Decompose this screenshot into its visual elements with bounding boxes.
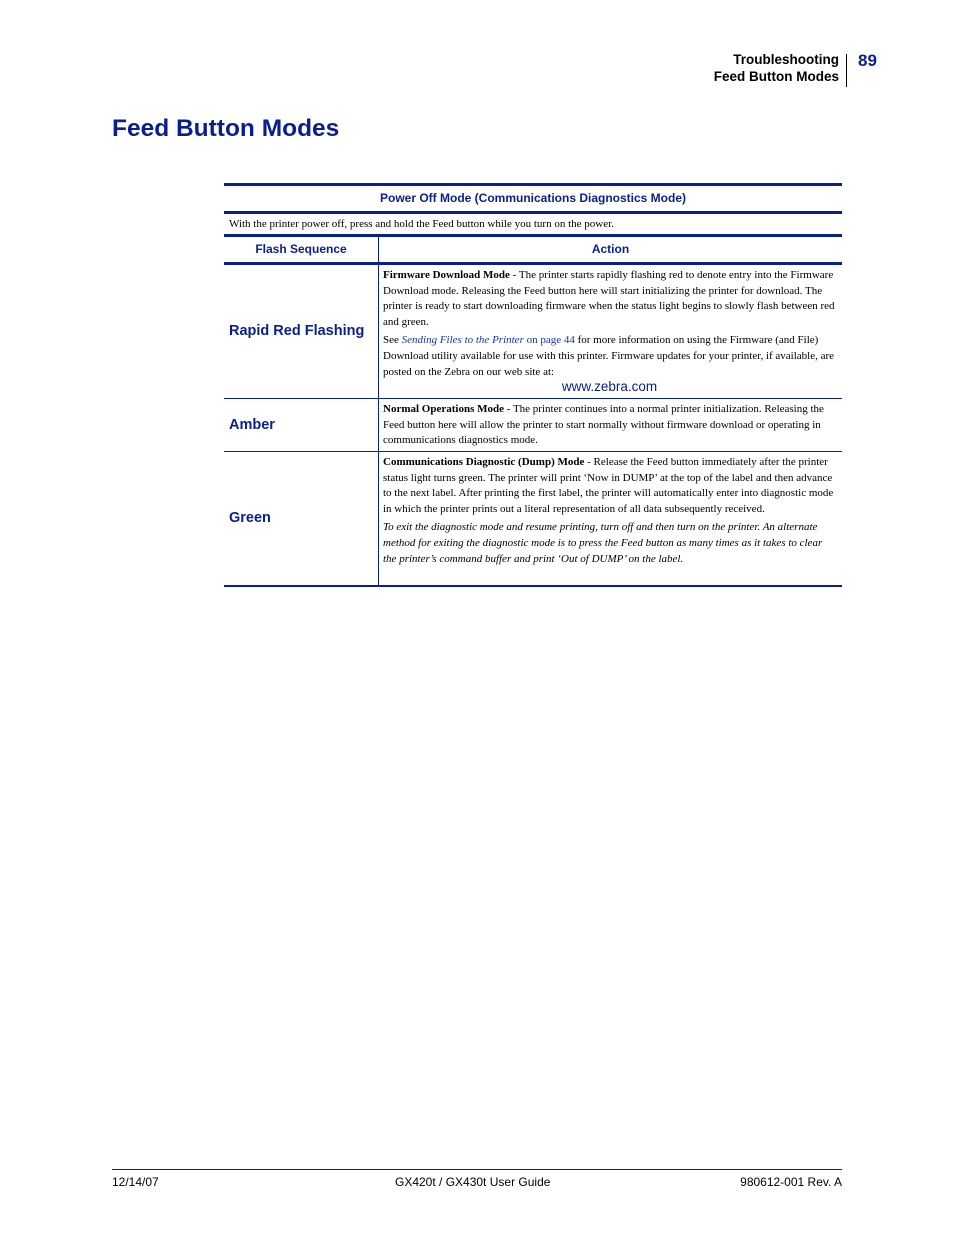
column-header-action: Action: [591, 242, 630, 256]
header-section: Troubleshooting: [733, 52, 839, 67]
mode-description: - Release the Feed button immediately after the printer status light turns green. The printer will print ‘Now in DUMP’ at the top of the label and then advance to the next label. After printing the first label, the printer will automatically enter into diagnostic mode in which the printer prints out a literal representation of all data subsequently received.: [383, 456, 834, 515]
mode-note: To exit the diagnostic mode and resume printing, turn off and then turn on the printer. An alternate method for exiting the diagnostic mode is to press the Feed button as many times as it takes to clear the printer’s command buffer and print ‘Out of DUMP’ on the label.: [383, 521, 823, 565]
flash-sequence-cell: Amber: [229, 416, 275, 433]
running-header: [539, 52, 839, 85]
cross-reference-link[interactable]: Sending Files to the Printer: [401, 334, 524, 347]
table-row: [224, 399, 842, 451]
flash-sequence-cell: Rapid Red Flashing: [229, 323, 365, 339]
table-column-headers: [224, 237, 842, 262]
table-row: [224, 452, 842, 585]
cross-reference-page-link[interactable]: on page 44: [523, 334, 575, 347]
mode-description: - The printer continues into a normal printer initialization. Releasing the Feed button here will allow the printer to start normally without firmware download or operating in communications diagnostics mode.: [383, 403, 824, 447]
action-cell: [379, 452, 842, 585]
mode-label: Normal Operations Mode: [383, 403, 504, 415]
table-row: [224, 265, 842, 398]
footer-guide-title: GX420t / GX430t User Guide: [395, 1175, 551, 1189]
action-cell: [379, 399, 842, 451]
mode-description: - The printer starts rapidly flashing red to denote entry into the Firmware Download mode. Releasing the Feed button here will start initializing the printer for download. The printer is ready to start downloading firmware when the status light begins to slowly flash between red and green.: [383, 269, 835, 328]
zebra-website-link[interactable]: www.zebra.com: [561, 379, 658, 395]
page-title: Feed Button Modes: [112, 115, 340, 142]
header-subsection: Feed Button Modes: [713, 68, 839, 84]
page-number: 89: [858, 51, 877, 70]
mode-label: Communications Diagnostic (Dump) Mode: [383, 456, 585, 468]
table-bottom-rule: [224, 585, 842, 587]
column-header-flash-sequence: Flash Sequence: [255, 242, 347, 256]
footer-doc-number: 980612-001 Rev. A: [740, 1175, 842, 1189]
mode-label: Firmware Download Mode: [383, 269, 510, 281]
table-intro: With the printer power off, press and hold the Feed button while you turn on the power.: [229, 218, 614, 230]
table-title: Power Off Mode (Communications Diagnostics Mode): [379, 191, 687, 205]
feed-button-modes-table: [224, 183, 842, 587]
action-cell: [379, 265, 842, 398]
see-description: for more information on using the Firmware (and File) Download utility available for use with this printer. Firmware updates for your printer, if available, are posted on the Zebra on our web site at:: [383, 334, 835, 378]
footer-date: 12/14/07: [112, 1175, 159, 1189]
footer-divider: [112, 1169, 842, 1170]
header-divider: [846, 54, 847, 87]
see-prefix: See: [383, 334, 402, 347]
flash-sequence-cell: Green: [229, 510, 271, 526]
